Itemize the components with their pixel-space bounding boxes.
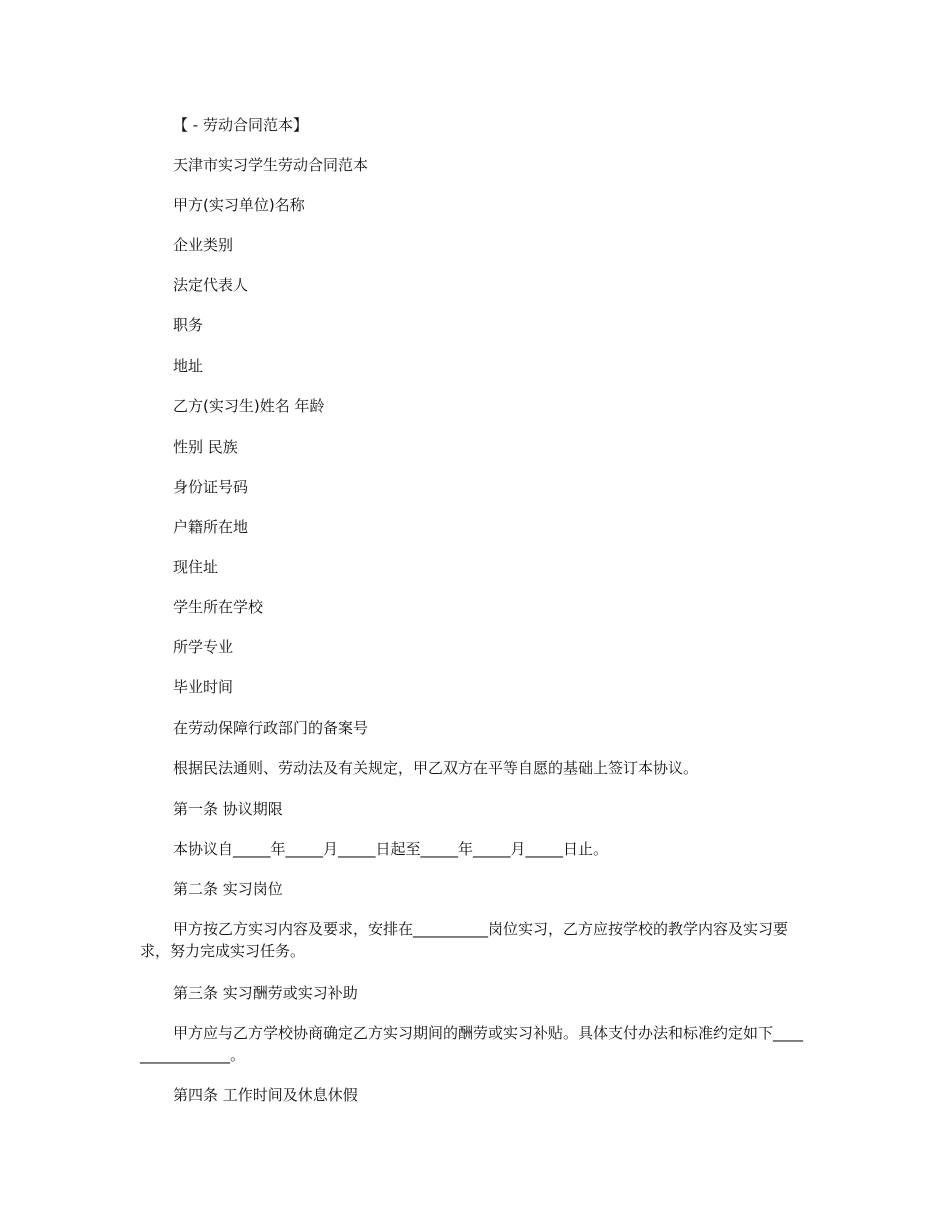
field-household-registration: 户籍所在地 (173, 518, 249, 536)
field-id-number: 身份证号码 (173, 478, 249, 496)
document-title: 天津市实习学生劳动合同范本 (173, 156, 369, 174)
field-graduation-time: 毕业时间 (173, 678, 234, 696)
field-school: 学生所在学校 (173, 598, 264, 616)
field-gender-ethnicity: 性别 民族 (173, 438, 238, 456)
field-current-address: 现住址 (173, 558, 219, 576)
article-1-body: 本协议自_____年_____月_____日起至_____年_____月_____日止。 (173, 840, 609, 858)
field-party-b-name-age: 乙方(实习生)姓名 年龄 (173, 397, 325, 415)
field-major: 所学专业 (173, 638, 234, 656)
article-2-body: 甲方按乙方实习内容及要求，安排在__________岗位实习，乙方应按学校的教学内容及实习要求，努力完成实习任务。 (140, 920, 789, 960)
field-party-a-name: 甲方(实习单位)名称 (173, 196, 305, 214)
article-3-title: 第三条 实习酬劳或实习补助 (173, 984, 358, 1002)
field-address: 地址 (173, 357, 204, 375)
field-legal-representative: 法定代表人 (173, 276, 249, 294)
field-filing-number: 在劳动保障行政部门的备案号 (173, 719, 369, 737)
field-enterprise-type: 企业类别 (173, 236, 234, 254)
article-2-title: 第二条 实习岗位 (173, 880, 283, 898)
article-3-body: 甲方应与乙方学校协商确定乙方实习期间的酬劳或实习补贴。具体支付办法和标准约定如下________________。 (140, 1024, 804, 1064)
article-1-title: 第一条 协议期限 (173, 800, 283, 818)
article-4-title: 第四条 工作时间及休息休假 (173, 1086, 358, 1104)
field-position: 职务 (173, 316, 204, 334)
preamble-text: 根据民法通则、劳动法及有关规定，甲乙双方在平等自愿的基础上签订本协议。 (173, 759, 699, 777)
document-heading: 【 - 劳动合同范本】 (173, 116, 308, 134)
